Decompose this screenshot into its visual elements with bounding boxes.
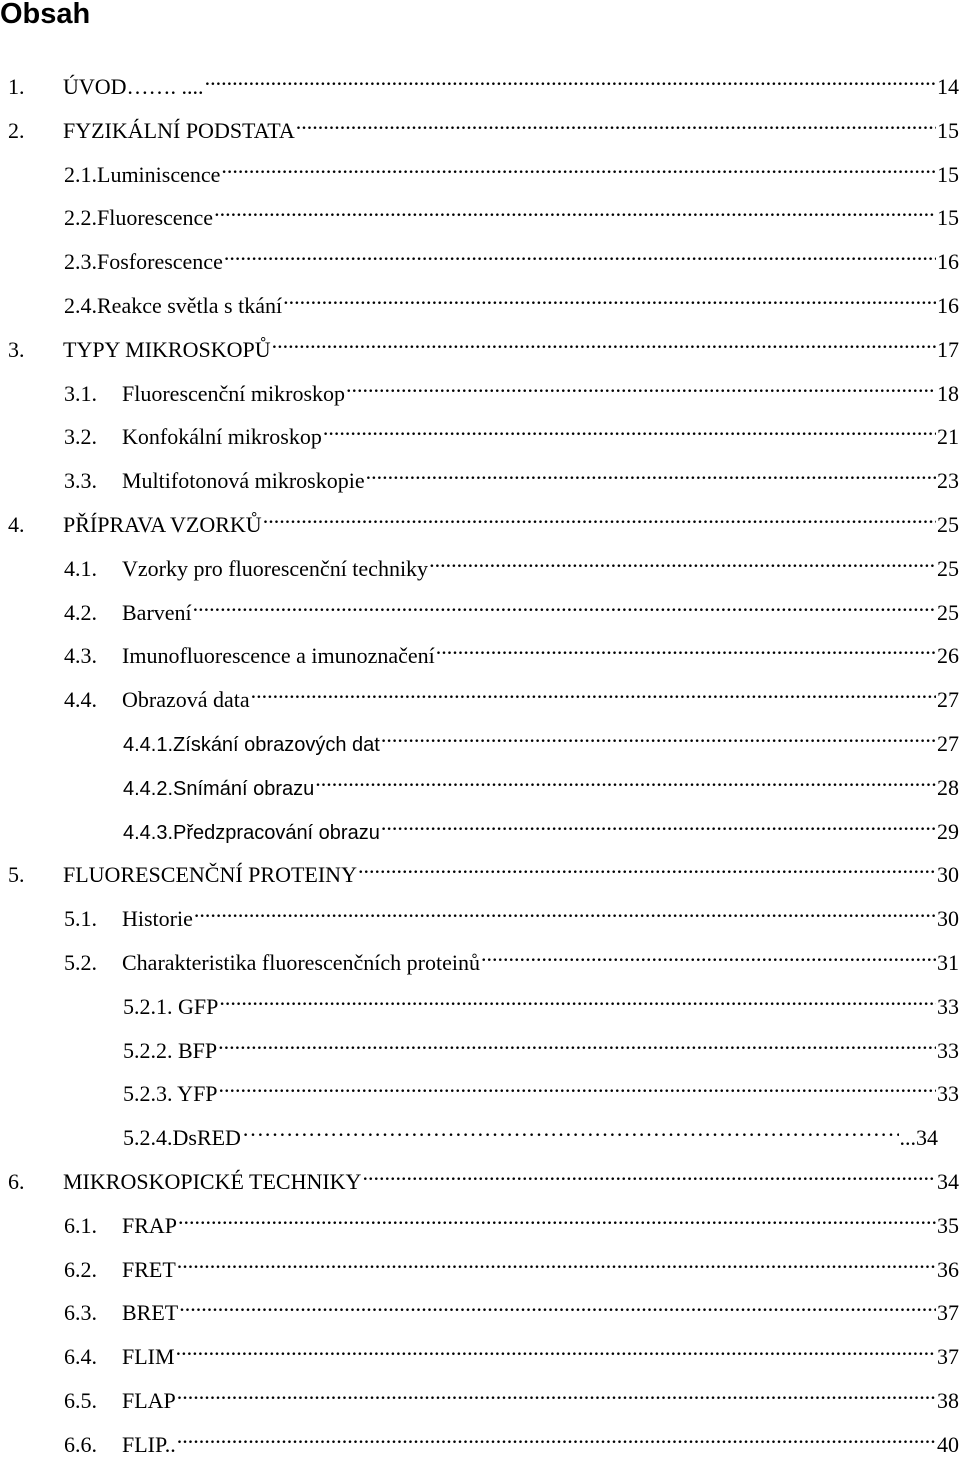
toc-entry[interactable]: [0, 850, 959, 888]
toc-entry[interactable]: [0, 369, 959, 406]
toc-entry-page-number: 14: [937, 74, 959, 99]
toc-dot-leader: [242, 1113, 899, 1145]
toc-entry-title: TYPY MIKROSKOPŮ: [63, 336, 271, 362]
toc-entry-title: Historie: [122, 906, 193, 932]
toc-dot-leader: [323, 412, 936, 444]
toc-entry-number: 6.2.: [64, 1256, 97, 1282]
toc-dot-leader: [193, 588, 936, 620]
toc-entry-title: 4.4.1.Získání obrazových dat: [123, 734, 380, 756]
toc-entry-page-number: 29: [937, 818, 959, 844]
toc-entry-title: BRET: [122, 1300, 179, 1326]
toc-entry[interactable]: [0, 150, 959, 187]
toc-entry-title: FRAP: [122, 1212, 178, 1238]
toc-dot-leader: [178, 1201, 936, 1233]
toc-entry-title: 2.1.Luminiscence: [64, 161, 221, 187]
toc-entry[interactable]: [0, 1026, 959, 1063]
toc-entry-title: Konfokální mikroskop: [122, 424, 322, 450]
toc-dot-leader: [381, 719, 936, 751]
toc-dot-leader: [221, 150, 936, 182]
toc-entry-number: 2.: [8, 117, 25, 143]
toc-entry-page-number: 16: [937, 293, 959, 318]
toc-entry[interactable]: [0, 325, 959, 362]
toc-dot-leader: [358, 850, 936, 882]
toc-dot-leader: [346, 369, 936, 401]
toc-dot-leader: [436, 631, 936, 663]
toc-entry-page-number: 15: [937, 161, 959, 187]
toc-entry[interactable]: [0, 500, 959, 537]
toc-dot-leader: [251, 675, 936, 707]
toc-entry-page-number: 40: [937, 1431, 959, 1457]
toc-entry-page-number: 25: [937, 599, 959, 625]
toc-dot-leader: [219, 982, 936, 1014]
toc-dot-leader: [283, 281, 936, 313]
toc-dot-leader: [381, 807, 936, 839]
toc-entry-page-number: 33: [937, 1037, 959, 1063]
toc-dot-leader: [362, 1157, 936, 1189]
toc-entry-number: 3.2.: [64, 424, 97, 450]
toc-entry-title: FRET: [122, 1256, 176, 1282]
toc-dot-leader: [429, 544, 936, 576]
toc-entry-title: 4.4.3.Předzpracování obrazu: [123, 821, 380, 844]
toc-entry-page-number: ...34: [899, 1125, 938, 1151]
toc-dot-leader: [176, 1332, 936, 1364]
toc-entry[interactable]: [0, 763, 959, 800]
toc-entry-title: FLAP: [122, 1388, 176, 1413]
toc-dot-leader: [194, 894, 936, 926]
toc-entry-number: 3.3.: [64, 468, 97, 494]
toc-entry[interactable]: [0, 106, 959, 143]
toc-entry-title: 5.2.4.DsRED: [123, 1125, 241, 1151]
toc-entry-number: 4.4.: [64, 687, 97, 713]
toc-entry-title: 5.2.1. GFP: [123, 993, 219, 1019]
toc-entry-number: 5.: [8, 862, 25, 888]
toc-dot-leader: [219, 1069, 936, 1101]
toc-dot-leader: [296, 106, 936, 138]
toc-entry[interactable]: [0, 719, 959, 756]
toc-entry-title: MIKROSKOPICKÉ TECHNIKY: [63, 1169, 362, 1194]
toc-entry[interactable]: [0, 1113, 938, 1151]
toc-entry-page-number: 37: [937, 1344, 959, 1370]
toc-entry-number: 4.3.: [64, 643, 97, 669]
toc-dot-leader: [205, 62, 936, 94]
toc-entry-number: 6.4.: [64, 1344, 97, 1370]
toc-entry[interactable]: [0, 938, 959, 975]
toc-entry[interactable]: [0, 675, 959, 713]
toc-entry-title: Charakteristika fluorescenčních proteinů: [122, 950, 480, 975]
toc-entry[interactable]: [0, 412, 959, 450]
page-title: Obsah: [0, 0, 91, 30]
toc-entry[interactable]: [0, 982, 959, 1019]
toc-entry-page-number: 18: [937, 380, 959, 406]
toc-dot-leader: [224, 237, 936, 269]
toc-entry-page-number: 36: [937, 1256, 959, 1282]
toc-entry[interactable]: [0, 62, 959, 99]
toc-entry-page-number: 25: [937, 512, 959, 537]
toc-dot-leader: [177, 1245, 936, 1277]
toc-entry[interactable]: [0, 1245, 959, 1282]
toc-entry[interactable]: [0, 631, 959, 669]
toc-entry-page-number: 38: [937, 1388, 959, 1413]
toc-entry[interactable]: [0, 456, 959, 494]
toc-dot-leader: [179, 1288, 936, 1320]
toc-dot-leader: [214, 193, 936, 225]
toc-entry-title: Multifotonová mikroskopie: [122, 468, 365, 494]
toc-entry-page-number: 28: [937, 774, 959, 800]
toc-entry-title: FLIP..: [122, 1431, 176, 1457]
toc-dot-leader: [481, 938, 936, 970]
toc-entry-number: 3.1.: [64, 380, 97, 406]
toc-dot-leader: [263, 500, 936, 532]
toc-entry-page-number: 33: [937, 1081, 959, 1107]
toc-entry-title: 5.2.3. YFP: [123, 1081, 218, 1107]
toc-entry-number: 4.: [8, 512, 25, 537]
toc-entry-page-number: 34: [937, 1169, 959, 1194]
toc-entry-number: 3.: [8, 336, 25, 362]
toc-entry[interactable]: [0, 1288, 959, 1326]
toc-entry-page-number: 31: [937, 950, 959, 975]
toc-entry-page-number: 30: [937, 906, 959, 932]
toc-entry-page-number: 21: [937, 424, 959, 450]
toc-entry[interactable]: [0, 544, 959, 581]
toc-entry-page-number: 27: [937, 687, 959, 713]
toc-entry-title: FYZIKÁLNÍ PODSTATA: [63, 117, 295, 143]
toc-entry[interactable]: [0, 1157, 959, 1194]
toc-entry-title: Fluorescenční mikroskop: [122, 380, 346, 406]
toc-entry-page-number: 25: [937, 555, 959, 581]
toc-entry-number: 6.5.: [64, 1388, 97, 1413]
toc-dot-leader: [366, 456, 936, 488]
toc-entry-page-number: 23: [937, 468, 959, 494]
toc-entry[interactable]: [0, 1332, 959, 1370]
toc-entry-title: ÚVOD……. ....: [63, 74, 204, 99]
toc-dot-leader: [272, 325, 936, 357]
toc-entry-number: 6.6.: [64, 1431, 97, 1457]
toc-entry-number: 4.1.: [64, 555, 97, 581]
toc-entry[interactable]: [0, 1376, 959, 1413]
toc-dot-leader: [315, 763, 936, 795]
toc-dot-leader: [177, 1376, 936, 1408]
toc-entry-number: 6.: [8, 1169, 25, 1194]
toc-entry-number: 5.1.: [64, 906, 97, 932]
toc-entry-page-number: 15: [937, 205, 959, 231]
toc-entry[interactable]: [0, 1201, 959, 1238]
toc-entry[interactable]: [0, 588, 959, 625]
toc-entry-number: 4.2.: [64, 599, 97, 625]
toc-entry-page-number: 33: [937, 993, 959, 1019]
toc-dot-leader: [177, 1420, 936, 1452]
toc-entry-title: 2.3.Fosforescence: [64, 249, 223, 275]
toc-dot-leader: [218, 1026, 936, 1058]
toc-entry-number: 1.: [8, 74, 25, 99]
toc-entry-title: FLUORESCENČNÍ PROTEINY: [63, 862, 357, 888]
toc-entry-page-number: 16: [937, 249, 959, 275]
toc-entry-title: PŘÍPRAVA VZORKŮ: [63, 512, 262, 537]
toc-entry-page-number: 26: [937, 643, 959, 669]
toc-entry-page-number: 30: [937, 862, 959, 888]
toc-entry-page-number: 35: [937, 1212, 959, 1238]
toc-entry-title: 2.4.Reakce světla s tkání: [64, 293, 283, 318]
toc-entry-number: 6.3.: [64, 1300, 97, 1326]
toc-entry[interactable]: [0, 894, 959, 932]
toc-entry[interactable]: [0, 807, 959, 844]
toc-entry[interactable]: [0, 1069, 959, 1107]
toc-entry[interactable]: [0, 281, 959, 318]
toc-entry-page-number: 17: [937, 336, 959, 362]
toc-entry[interactable]: [0, 193, 959, 231]
toc-entry-title: Vzorky pro fluorescenční techniky: [122, 555, 429, 581]
toc-entry-page-number: 15: [937, 117, 959, 143]
toc-entry-page-number: 27: [937, 731, 959, 756]
toc-entry-title: 5.2.2. BFP: [123, 1037, 218, 1063]
toc-entry-title: FLIM: [122, 1344, 175, 1370]
toc-entry-title: 4.4.2.Snímání obrazu: [123, 777, 315, 800]
toc-entry-number: 5.2.: [64, 950, 97, 975]
toc-entry-title: Obrazová data: [122, 687, 250, 713]
toc-entry-title: 2.2.Fluorescence: [64, 205, 214, 231]
toc-entry-title: Imunofluorescence a imunoznačení: [122, 643, 435, 669]
toc-entry-title: Barvení: [122, 599, 192, 625]
toc-entry[interactable]: [0, 237, 959, 275]
toc-entry[interactable]: [0, 1420, 959, 1457]
toc-entry-page-number: 37: [937, 1300, 959, 1326]
toc-entry-number: 6.1.: [64, 1212, 97, 1238]
